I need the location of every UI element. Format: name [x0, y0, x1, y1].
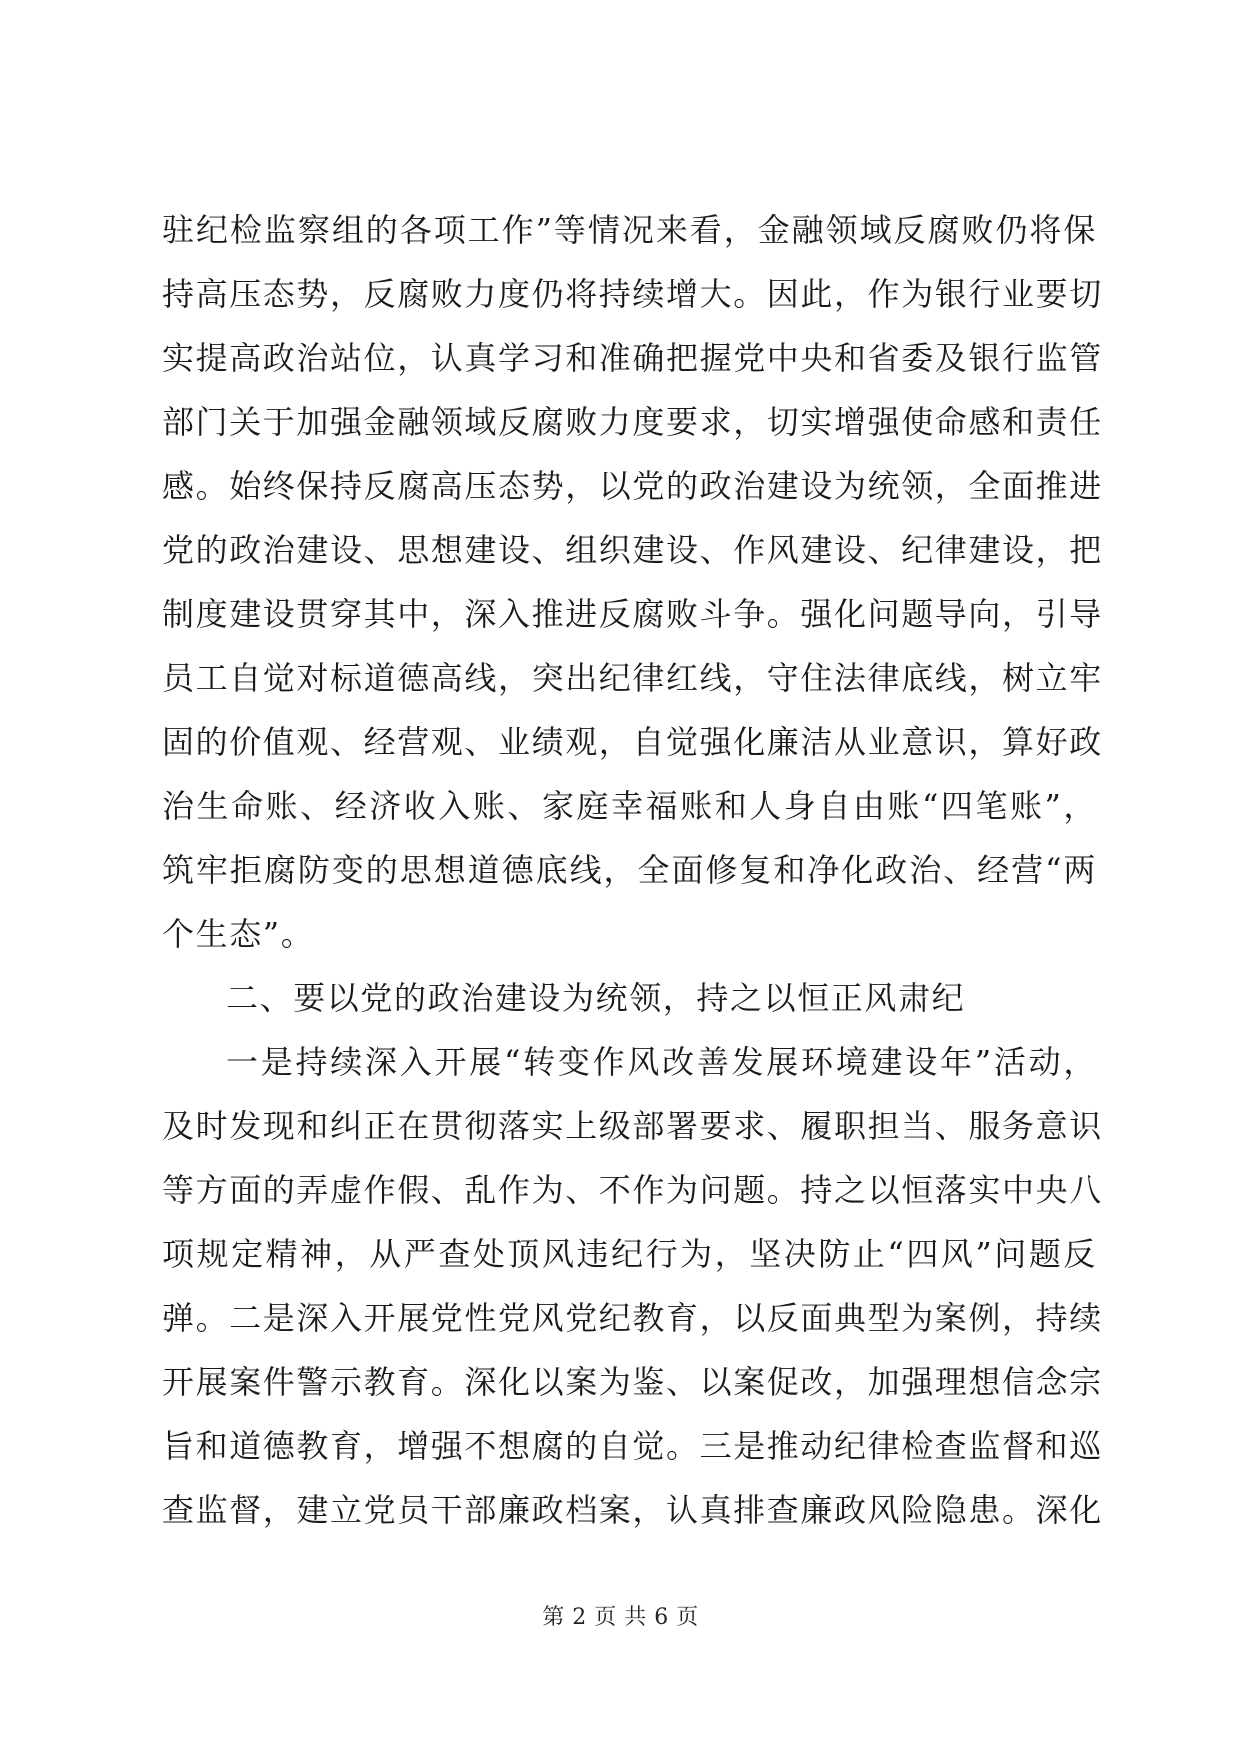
text-line: 旨和道德教育，增强不想腐的自觉。三是推动纪律检查监督和巡 [162, 1427, 1103, 1465]
text-line: 查监督，建立党员干部廉政档案，认真排查廉政风险隐患。深化 [162, 1491, 1103, 1529]
text-line: 一是持续深入开展“转变作风改善发展环境建设年”活动， [226, 1043, 1097, 1081]
section-heading-text: 二、要以党的政治建设为统领，持之以恒正风肃纪 [226, 979, 966, 1017]
text-line: 筑牢拒腐防变的思想道德底线，全面修复和净化政治、经营“两 [162, 851, 1097, 889]
text-line: 个生态”。 [162, 915, 315, 953]
text-line: 开展案件警示教育。深化以案为鉴、以案促改，加强理想信念宗 [162, 1363, 1103, 1401]
text-line: 持高压态势，反腐败力度仍将持续增大。因此，作为银行业要切 [162, 275, 1103, 313]
text-line: 部门关于加强金融领域反腐败力度要求，切实增强使命感和责任 [162, 403, 1103, 441]
text-line: 制度建设贯穿其中，深入推进反腐败斗争。强化问题导向，引导 [162, 595, 1103, 633]
page-number: 第 2 页 共 6 页 [542, 1605, 699, 1630]
text-line: 驻纪检监察组的各项工作”等情况来看，金融领域反腐败仍将保 [162, 211, 1097, 249]
text-line: 党的政治建设、思想建设、组织建设、作风建设、纪律建设，把 [162, 531, 1103, 569]
document-body [162, 198, 1103, 1542]
paragraph-measures [162, 1030, 1103, 1542]
text-line: 等方面的弄虚作假、乱作为、不作为问题。持之以恒落实中央八 [162, 1171, 1103, 1209]
text-line: 及时发现和纠正在贯彻落实上级部署要求、履职担当、服务意识 [162, 1107, 1103, 1145]
text-line: 固的价值观、经营观、业绩观，自觉强化廉洁从业意识，算好政 [162, 723, 1103, 761]
page-footer [0, 1603, 1241, 1633]
text-line: 员工自觉对标道德高线，突出纪律红线，守住法律底线，树立牢 [162, 659, 1103, 697]
section-heading [162, 966, 1097, 1030]
text-line: 感。始终保持反腐高压态势，以党的政治建设为统领，全面推进 [162, 467, 1103, 505]
text-line: 治生命账、经济收入账、家庭幸福账和人身自由账“四笔账”， [162, 787, 1097, 825]
text-line: 实提高政治站位，认真学习和准确把握党中央和省委及银行监管 [162, 339, 1103, 377]
paragraph-continued-anticorruption [162, 198, 1103, 966]
text-line: 弹。二是深入开展党性党风党纪教育，以反面典型为案例，持续 [162, 1299, 1103, 1337]
text-line: 项规定精神，从严查处顶风违纪行为，坚决防止“四风”问题反 [162, 1235, 1097, 1273]
